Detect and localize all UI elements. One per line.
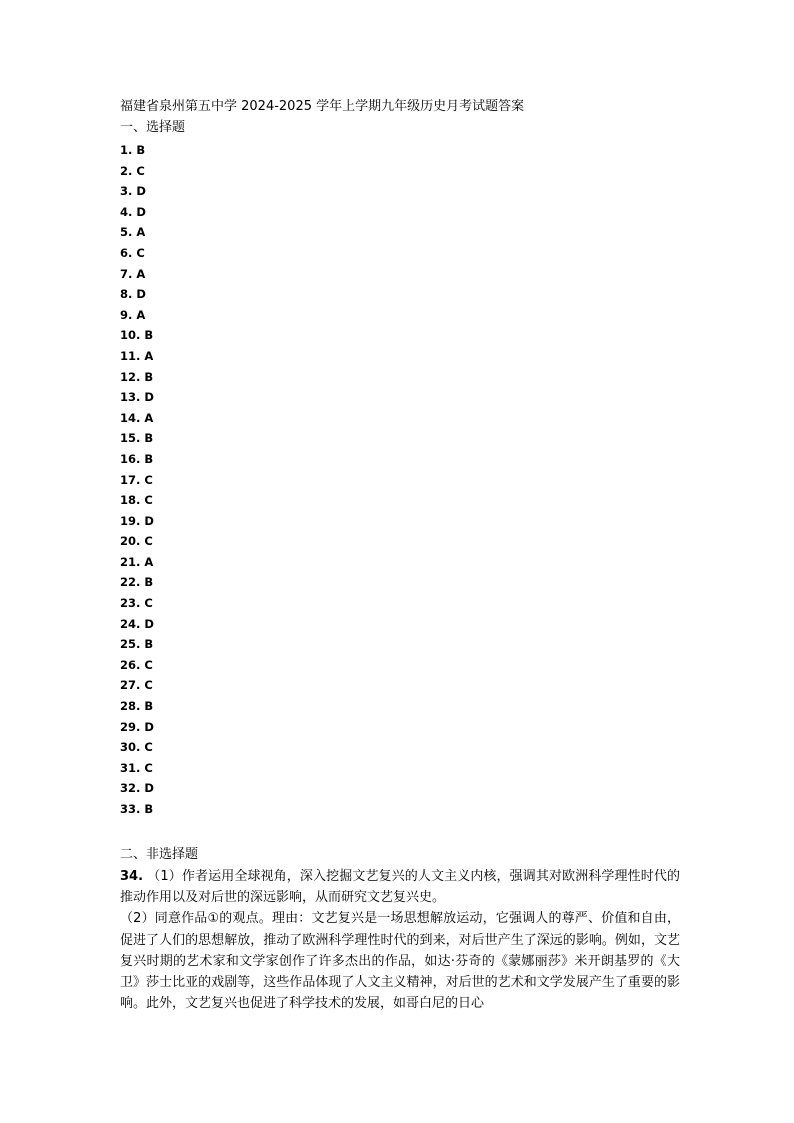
answer-item: 31. C bbox=[120, 760, 153, 775]
answer-item: 12. B bbox=[120, 369, 154, 384]
section-heading-multiple-choice: 一、选择题 bbox=[120, 120, 186, 135]
answer-item: 33. B bbox=[120, 802, 154, 816]
q34-part1-text: （1）作者运用全球视角，深入挖掘文艺复兴的人文主义内核，强调其对欧洲科学理性时代的推动作用以及对后世的深远影响，从而研究文艺复兴史。 bbox=[120, 869, 680, 906]
answer-item: 13. D bbox=[120, 390, 154, 405]
answer-item: 27. C bbox=[120, 678, 153, 693]
q34-part2-text: （2）同意作品①的观点。理由：文艺复兴是一场思想解放运动，它强调人的尊严、价值和自由，促进了人们的思想解放，推动了欧洲科学理性时代的到来，对后世产生了深远的影响。例如，文艺复兴时期的艺术家和文学家创作了许多杰出的作品，如达·芬奇的《蒙娜丽莎》米开朗基罗的《大卫》莎士比亚的戏剧等，这些作品体现了人文主义精神，对后世的艺术和文学发展产生了重要的影响。此外，文艺复兴也促进了科学技术的发展，如哥白尼的日心 bbox=[120, 911, 680, 1012]
answer-item: 2. C bbox=[120, 163, 145, 178]
answer-item: 15. B bbox=[120, 431, 154, 446]
section-heading-non-choice: 二、非选择题 bbox=[120, 847, 199, 862]
answer-item: 19. D bbox=[120, 513, 154, 528]
answer-item: 23. C bbox=[120, 596, 153, 611]
answer-item: 17. C bbox=[120, 472, 153, 487]
answer-item: 25. B bbox=[120, 637, 154, 652]
answer-item: 21. A bbox=[120, 554, 154, 569]
answer-item: 32. D bbox=[120, 781, 154, 796]
q34-part2 bbox=[120, 908, 680, 1014]
answer-item: 30. C bbox=[120, 740, 153, 755]
answer-item: 7. A bbox=[120, 266, 146, 281]
answer-item: 6. C bbox=[120, 245, 145, 260]
answer-item: 11. A bbox=[120, 348, 154, 363]
answer-list bbox=[120, 140, 154, 820]
answer-item: 16. B bbox=[120, 451, 154, 466]
answer-item: 9. A bbox=[120, 307, 146, 322]
q34-number: 34. bbox=[120, 869, 144, 884]
answer-item: 10. B bbox=[120, 328, 154, 343]
answer-item: 14. A bbox=[120, 410, 154, 425]
answer-item: 26. C bbox=[120, 657, 153, 672]
q34-part1 bbox=[120, 866, 680, 908]
answer-item: 18. C bbox=[120, 493, 153, 508]
answer-item: 22. B bbox=[120, 575, 154, 590]
answer-item: 3. D bbox=[120, 184, 146, 199]
answer-item: 4. D bbox=[120, 204, 146, 219]
answer-item: 29. D bbox=[120, 719, 154, 734]
question-34-answer bbox=[120, 866, 680, 1014]
answer-item: 8. D bbox=[120, 287, 146, 302]
answer-item: 20. C bbox=[120, 534, 153, 549]
answer-item: 1. B bbox=[120, 143, 146, 157]
answer-item: 5. A bbox=[120, 225, 146, 240]
answer-item: 24. D bbox=[120, 616, 154, 631]
document-title: 福建省泉州第五中学 2024-2025 学年上学期九年级历史月考试题答案 bbox=[120, 99, 525, 114]
answer-item: 28. B bbox=[120, 699, 154, 714]
